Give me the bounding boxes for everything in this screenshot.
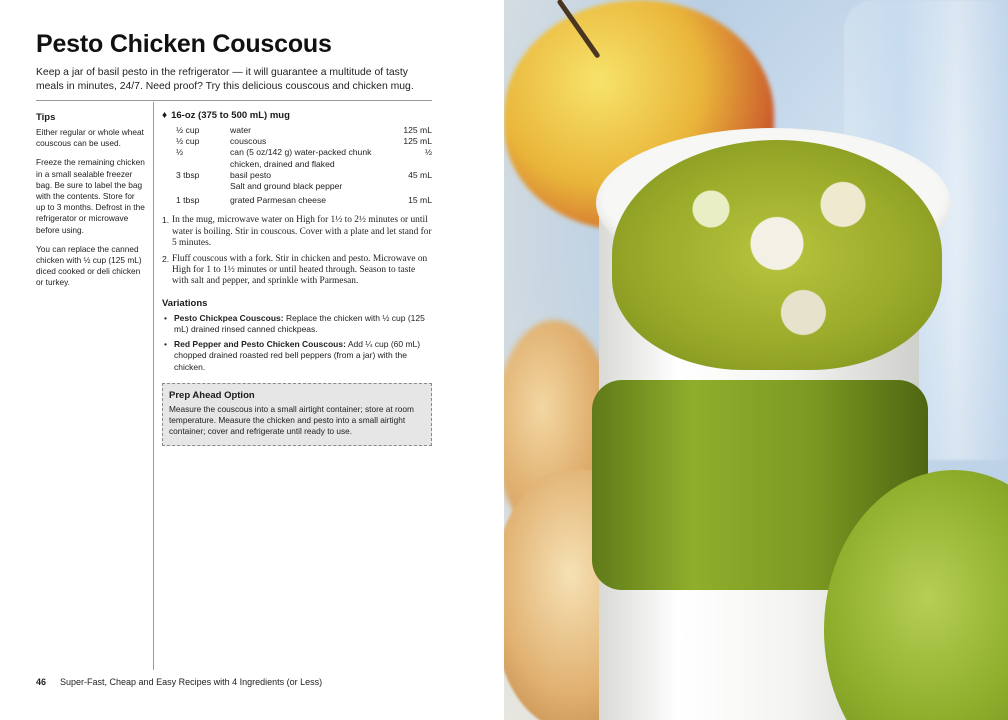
variation-text: Replace the chicken with ½ cup (125 mL) drained rinsed canned chickpeas. (174, 312, 425, 335)
ingredient-item: water (230, 125, 252, 135)
recipe-intro: Keep a jar of basil pesto in the refrigerator — it will guarantee a multitude of tasty meals in minutes, 24/7. Need proof? Try this delicious couscous and chicken mug. (36, 67, 414, 92)
ingredient-row (176, 170, 432, 181)
ingredient-metric: 15 mL (408, 195, 432, 206)
variations-list (162, 313, 432, 373)
ingredient-item: can (5 oz/142 g) water-packed chunk chicken, drained and flaked (230, 147, 372, 169)
ingredient-row (176, 136, 432, 147)
step-text: Fluff couscous with a fork. Stir in chicken and pesto. Microwave on High for 1 to 1½ minutes or until heated through. Season to taste with salt and pepper, and sprinkle with Parmesan. (172, 253, 428, 287)
step-text: In the mug, microwave water on High for 1½ to 2½ minutes or until water is boiling. Stir in couscous. Cover with a plate and let stand for 5 minutes. (172, 215, 432, 249)
variation-name: Red Pepper and Pesto Chicken Couscous: (174, 339, 346, 350)
ingredient-qty: ½ cup (176, 136, 200, 147)
ingredients-table (176, 125, 432, 206)
ingredient-qty (176, 181, 230, 192)
variation-item (162, 339, 432, 373)
book-title: Super-Fast, Cheap and Easy Recipes with 4 Ingredients (or Less) (60, 677, 323, 687)
ingredient-qty: 3 tbsp (176, 169, 200, 180)
variation-name: Pesto Chickpea Couscous: (174, 312, 284, 323)
couscous-image (612, 140, 942, 370)
ingredient-qty: ½ cup (176, 125, 200, 135)
tips-sidebar (36, 112, 146, 297)
step-number: 1. (162, 215, 170, 226)
ingredient-metric: 125 mL (403, 125, 432, 135)
diamond-bullet-icon: ♦ (162, 110, 168, 121)
ingredient-metric: ½ (424, 147, 432, 158)
ingredient-item: Salt and ground black pepper (230, 181, 343, 192)
ingredient-item: basil pesto (230, 169, 272, 180)
page-number: 46 (36, 677, 47, 687)
header-divider (36, 100, 432, 101)
method-steps (162, 215, 432, 287)
variations-section (162, 298, 432, 373)
method-step (162, 215, 432, 249)
ingredient-qty: 1 tbsp (176, 195, 200, 206)
page-footer (36, 677, 322, 687)
step-number: 2. (162, 253, 170, 264)
tip-paragraph: Freeze the remaining chicken in a small sealable freezer bag. Be sure to label the bag with the contents. Store for up to 3 months. Defrost in the refrigerator or microwave before using. (36, 157, 145, 235)
tips-heading: Tips (36, 112, 56, 123)
ingredient-item: couscous (230, 136, 267, 147)
tip-paragraph: You can replace the canned chicken with ½ cup (125 mL) diced cooked or deli chicken or turkey. (36, 243, 142, 288)
ingredient-row (176, 181, 432, 192)
tip-paragraph: Either regular or whole wheat couscous can be used. (36, 127, 144, 149)
prep-ahead-text: Measure the couscous into a small airtight container; store at room temperature. Measure the chicken and pesto into a small airtight container; cover and refrigerate until ready to use. (169, 403, 414, 437)
ingredient-row (176, 125, 432, 136)
ingredient-qty: ½ (176, 147, 184, 158)
ingredient-item: grated Parmesan cheese (230, 195, 327, 206)
mug-size (162, 110, 432, 121)
recipe-main (162, 110, 432, 446)
ingredient-metric: 45 mL (408, 169, 432, 180)
variation-item (162, 313, 432, 335)
ingredient-row (176, 192, 432, 206)
prep-ahead-box (162, 383, 432, 446)
recipe-photo (504, 0, 1008, 720)
ingredient-metric: 125 mL (403, 136, 432, 147)
method-step (162, 254, 432, 288)
ingredient-row (176, 147, 432, 169)
variation-text: Add ¼ cup (60 mL) chopped drained roasted red bell peppers (from a jar) with the chicken. (174, 339, 421, 372)
ingredient-metric (392, 181, 432, 192)
prep-ahead-heading: Prep Ahead Option (169, 389, 255, 401)
column-divider (153, 102, 154, 670)
variations-heading: Variations (162, 297, 208, 309)
recipe-title: Pesto Chicken Couscous (36, 30, 332, 58)
mug-size-label: 16-oz (375 to 500 mL) mug (171, 110, 290, 121)
